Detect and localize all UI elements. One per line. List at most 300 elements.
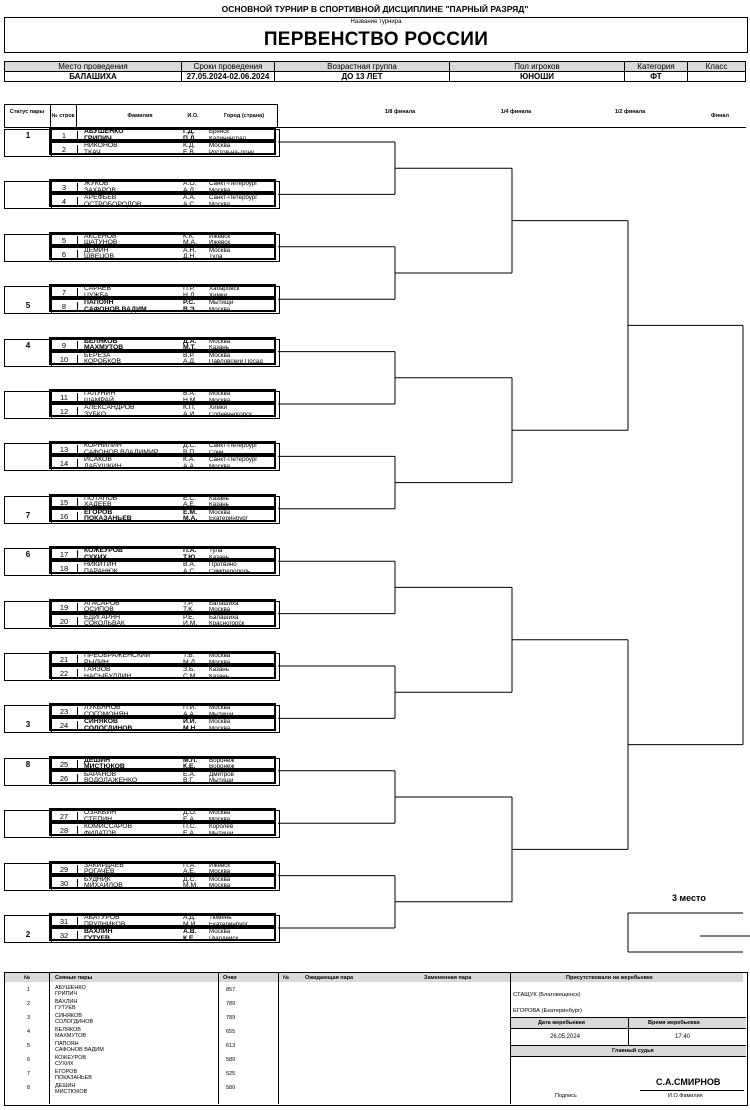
player-city: Ижевск <box>209 240 231 247</box>
age-group-header: Возрастная группа <box>275 62 450 72</box>
row-number: 10 <box>51 355 78 365</box>
player-surname: БЕЛЯКОВ <box>84 337 118 345</box>
seed-number: 1 <box>25 131 31 140</box>
player-surname: КОРОБКОВ <box>84 358 122 366</box>
present-title: Присутствовали на жеребьевке <box>566 975 653 981</box>
seed-player-2: ГРИПИЧ <box>55 990 78 997</box>
row-number: 32 <box>51 931 78 941</box>
seed-points: 857 <box>226 987 236 993</box>
player-city: Ижевск <box>209 233 231 240</box>
player-initials: В.А. <box>183 561 196 569</box>
seed-player-1: ДЕШИН <box>55 1083 76 1089</box>
row-number: 19 <box>51 603 78 613</box>
draw-date: 26.05.2024 <box>550 1034 581 1040</box>
player-initials: К.А. <box>183 456 196 464</box>
player-city: Сочи <box>209 449 224 456</box>
player-surname: СОГОМОНЯН <box>84 710 129 718</box>
seed-index: 5 <box>27 1043 31 1049</box>
player-city: Екатеринбург <box>209 921 248 928</box>
player-surname: ДЕМИН <box>84 246 109 254</box>
player-city: Москва <box>209 463 231 470</box>
player-initials: В.П. <box>183 448 197 456</box>
player-surname: ПРУДНИКОВ <box>84 920 126 928</box>
seed-index: 3 <box>27 1015 31 1021</box>
player-city: Солнечногорск <box>209 411 252 418</box>
row-number: 25 <box>51 760 78 770</box>
player-city: Москва <box>209 816 231 823</box>
player-initials: М.Н. <box>183 724 198 732</box>
player-surname: АБАТУРОВ <box>84 914 120 921</box>
player-surname: БУДНИК <box>84 875 111 883</box>
seed-player-1: КОЖЕУРОВ <box>55 1055 87 1061</box>
player-initials: Д.С. <box>183 875 197 883</box>
row-number: 24 <box>51 721 78 731</box>
replaced-pair-header: Замененная пара <box>424 975 472 981</box>
seed-player-1: ПАПОЯН <box>55 1041 79 1047</box>
player-city: Казань <box>209 673 229 680</box>
player-surname: ПОТАПОВ <box>84 494 118 502</box>
player-initials: А.Н. <box>183 246 197 254</box>
player-initials: В.Р. <box>183 351 195 359</box>
player-initials: А.Д. <box>183 186 196 194</box>
seed-player-1: СИНЯКОВ <box>55 1013 82 1019</box>
player-initials: А.Д. <box>183 358 196 366</box>
player-initials: Д.А. <box>183 337 197 345</box>
player-city: Москва <box>209 306 231 313</box>
seed-number: 7 <box>25 510 31 520</box>
player-initials: А.В. <box>183 928 197 935</box>
draw-time: 17:40 <box>675 1034 691 1040</box>
player-city: Москва <box>209 810 231 817</box>
player-initials: Е.А. <box>183 815 196 823</box>
seed-player-1: ЕГОРОВ <box>55 1069 78 1075</box>
player-surname: САФОНОВ ВАДИМ <box>84 305 147 313</box>
seed-index: 4 <box>27 1029 31 1035</box>
row-number: 5 <box>51 236 78 246</box>
player-surname: ВОДОЛАЖЕНКО <box>84 777 138 785</box>
player-initials: П.С. <box>183 823 197 831</box>
player-surname: ВАХЛИН <box>84 928 113 935</box>
player-initials: М.А. <box>183 515 198 523</box>
rule <box>510 1056 746 1057</box>
judge-label: Главный судья <box>612 1048 654 1054</box>
player-surname: РОГАЧЕВ <box>84 868 115 876</box>
player-city: Москва <box>209 391 231 397</box>
player-city: Ростов-на-Дону <box>209 149 255 156</box>
player-city: Москва <box>209 659 231 666</box>
player-initials: М.И. <box>183 920 198 928</box>
present-person-1: СТАЩУК (Благовещенск) <box>513 992 581 998</box>
row-number: 23 <box>51 707 78 717</box>
player-initials: К.П. <box>183 404 196 411</box>
waiting-num-header: № <box>283 975 290 981</box>
player-initials: М.А. <box>183 239 197 247</box>
player-initials: П.А. <box>183 547 197 555</box>
player-city: Москва <box>209 929 231 935</box>
player-initials: Е.А. <box>183 770 196 778</box>
row-number: 16 <box>51 512 78 522</box>
player-city: Москва <box>209 719 231 726</box>
seed-points: 525 <box>226 1071 236 1077</box>
row-number: 4 <box>51 197 78 207</box>
player-surname: ЖУКОВ <box>84 180 109 188</box>
player-surname: АБУШЕНКО <box>84 128 124 135</box>
player-surname: БЕРЕЗА <box>84 351 111 359</box>
player-city: Королёв <box>209 824 234 831</box>
player-city: Москва <box>209 869 231 876</box>
player-initials: Т.В. <box>183 652 195 659</box>
row-number: 14 <box>51 459 78 469</box>
player-surname: ШАТУНОВ <box>84 239 118 247</box>
player-city: Москва <box>209 653 231 659</box>
dates-value: 27.05.2024-02.06.2024 <box>182 72 275 82</box>
player-city: Воронеж <box>209 764 235 771</box>
seed-index: 8 <box>27 1085 31 1091</box>
signature-label: Подпись <box>555 1093 577 1099</box>
seed-player-2: ПОКАЗАНЬЕВ <box>55 1074 92 1081</box>
row-number: 1 <box>51 131 78 141</box>
seed-index: 2 <box>27 1001 31 1007</box>
row-number: 18 <box>51 564 78 574</box>
player-surname: ПОКАЗАНЬЕВ <box>84 515 132 523</box>
player-city: Мытищи <box>209 711 234 718</box>
player-city: Химки <box>209 292 228 299</box>
row-number: 21 <box>51 655 78 665</box>
seed-number: 5 <box>25 301 31 311</box>
player-city: Москва <box>209 247 231 254</box>
bottom-divider <box>218 973 219 1104</box>
gender-header: Пол игроков <box>450 62 625 72</box>
row-number: 17 <box>51 550 78 560</box>
player-city: Москва <box>209 352 231 359</box>
player-surname: ГАЯЗОВ <box>84 666 111 673</box>
row-number: 2 <box>51 145 78 155</box>
player-surname: ОЗАКБИН <box>84 809 117 817</box>
seed-num-header: № <box>24 975 31 981</box>
player-city: Воронеж <box>209 757 235 764</box>
player-surname: ЛАБУШКИН <box>84 462 122 470</box>
player-city: Санкт-Петербург <box>209 443 258 450</box>
seed-number: 8 <box>25 759 31 769</box>
round-of-16-header: 1/8 финала <box>384 109 416 115</box>
player-surname: ТКАЧ <box>84 148 101 156</box>
waiting-pair-header: Ожидающая пара <box>305 975 354 981</box>
class-header: Класс <box>688 62 746 72</box>
seed-player-2: ГУТУЕВ <box>55 1004 76 1011</box>
player-surname: ЕДИГАРЯН <box>84 613 120 621</box>
player-city: Санкт-Петербург <box>209 181 258 188</box>
player-surname: АЛЕКСАНДРОВ <box>84 404 135 411</box>
player-initials: М.Т. <box>183 344 196 352</box>
row-number: 20 <box>51 617 78 627</box>
player-initials: Р.С. <box>183 299 196 307</box>
row-number: 28 <box>51 826 78 836</box>
player-city: Протвино <box>209 562 237 569</box>
player-initials: А.С. <box>183 200 197 208</box>
player-initials: Д.О. <box>183 809 197 817</box>
player-surname: ЗУБКО <box>84 410 106 418</box>
player-surname: ПАРАНЮК <box>84 567 118 575</box>
player-initials: Т.Р. <box>183 599 194 607</box>
row-number: 7 <box>51 288 78 298</box>
semifinal-header: 1/2 финала <box>614 109 646 115</box>
seed-number: 6 <box>25 550 31 560</box>
bottom-divider <box>510 973 511 1104</box>
player-surname: БАРАНОВ <box>84 770 117 778</box>
player-initials: М.М. <box>183 882 199 890</box>
player-city: Балашиха <box>209 600 239 607</box>
player-surname: АГАСАРОВ <box>84 599 120 607</box>
seed-points: 655 <box>226 1029 236 1035</box>
player-initials: В.Г. <box>183 777 195 785</box>
player-surname: МИСТЮКОВ <box>84 763 125 771</box>
final-header: Финал <box>711 113 729 119</box>
bottom-panel <box>4 972 748 1106</box>
player-city: Москва <box>209 607 231 614</box>
player-surname: САРАЕВ <box>84 285 111 293</box>
player-surname: СУХИХ <box>84 553 107 561</box>
player-surname: ФИЛАТОВ <box>84 829 117 837</box>
player-city: Мытищи <box>209 300 234 307</box>
player-surname: ЗАКИРДАЕВ <box>84 861 124 869</box>
points-header: Очки <box>223 975 237 981</box>
player-initials: А.А. <box>183 710 196 718</box>
seed-player-1: АБУШЕНКО <box>55 985 86 991</box>
row-number: 30 <box>51 879 78 889</box>
seed-player-1: БЕЛЯКОВ <box>55 1027 81 1033</box>
row-number: 26 <box>51 774 78 784</box>
seed-number: 4 <box>25 340 31 350</box>
row-number-header: № строк <box>51 113 75 119</box>
row-number: 22 <box>51 669 78 679</box>
player-surname: ГУТУЕВ <box>84 934 110 942</box>
player-surname: НИКИТИН <box>84 561 117 569</box>
row-number: 8 <box>51 302 78 312</box>
player-initials: С.М. <box>183 672 198 680</box>
player-initials: А.Д. <box>183 914 196 921</box>
player-surname: НИКОНОВ <box>84 142 118 149</box>
player-surname: СОКОЛЬВАК <box>84 620 125 628</box>
player-initials: П.Д. <box>183 134 197 142</box>
dates-header: Сроки проведения <box>182 62 275 72</box>
player-surname: НАСЫБУЛЛИН <box>84 672 132 680</box>
player-initials: К.Е. <box>183 934 196 942</box>
player-surname: ДЕШИН <box>84 756 110 764</box>
player-surname: КОЖЕУРОВ <box>84 547 123 555</box>
player-surname: ПАПОЯН <box>84 299 114 307</box>
player-surname: СТЕПИН <box>84 815 113 823</box>
seed-player-2: МАХМУТОВ <box>55 1032 87 1039</box>
seed-player-2: СОЛОГДИНОВ <box>55 1018 94 1025</box>
player-city: Тула <box>209 254 223 261</box>
player-surname: КОРНИЛИН <box>84 442 122 450</box>
player-initials: Н.М. <box>183 396 198 404</box>
player-initials: Е.М. <box>183 508 197 516</box>
player-city: Гвардейск <box>209 935 239 942</box>
player-initials: А.А. <box>183 194 196 202</box>
player-surname: РЫЛИН <box>84 658 109 666</box>
player-city: Калининград <box>209 135 247 142</box>
row-number: 12 <box>51 407 78 417</box>
row-number: 31 <box>51 917 78 927</box>
tournament-name-label: Название турнира <box>350 19 402 25</box>
seed-player-2: СУХИХ <box>55 1060 74 1067</box>
seed-points: 580 <box>226 1085 236 1091</box>
player-city: Екатеринбург <box>209 516 248 523</box>
player-initials: Т.К. <box>183 606 195 614</box>
player-surname: КОМИССАРОВ <box>84 823 133 831</box>
player-initials: И.И. <box>183 718 197 726</box>
seed-points: 613 <box>226 1043 236 1049</box>
date-time-divider <box>628 1017 629 1045</box>
player-city: Москва <box>209 725 231 732</box>
age-group-value: ДО 13 ЛЕТ <box>275 72 450 82</box>
seed-player-2: САФОНОВ ВАДИМ <box>55 1046 104 1053</box>
rule <box>510 1028 746 1029</box>
player-initials: З.Б. <box>183 666 196 673</box>
player-surname: ШВЕЦОВ <box>84 253 114 261</box>
row-number: 13 <box>51 445 78 455</box>
third-place-label: 3 место <box>672 893 706 903</box>
seed-number: 3 <box>25 720 31 730</box>
player-surname: ЗАХАРОВ <box>84 186 116 194</box>
seed-points: 789 <box>226 1015 236 1021</box>
player-initials: П.И. <box>183 704 197 712</box>
row-number: 6 <box>51 250 78 260</box>
seeded-pairs-header: Сеяные пары <box>55 975 93 981</box>
player-initials: А.Е. <box>183 501 196 509</box>
player-city: Москва <box>209 201 231 208</box>
player-surname: АКСЕНОВ <box>84 232 117 240</box>
player-surname: АРЕФЬЕВ <box>84 194 117 202</box>
player-initials: Г.Д. <box>183 128 195 135</box>
player-city: Санкт-Петербург <box>209 457 258 464</box>
draw-date-label: Дата жеребьевки <box>538 1020 585 1026</box>
seed-points: 589 <box>226 1057 236 1063</box>
player-surname: ШАМРАЙ <box>84 396 114 404</box>
player-city: Симферополь <box>209 568 251 575</box>
row-number: 29 <box>51 865 78 875</box>
row-number: 3 <box>51 183 78 193</box>
player-city: Балашиха <box>209 614 239 621</box>
seed-index: 7 <box>27 1071 31 1077</box>
player-city: Москва <box>209 338 231 345</box>
player-initials: К.К. <box>183 232 195 240</box>
player-surname: СОЛОГДИНОВ <box>84 724 133 732</box>
player-city: Красногорск <box>209 621 245 628</box>
player-initials: М.Д. <box>183 658 198 666</box>
seed-index: 1 <box>27 987 31 993</box>
player-city: Санкт-Петербург <box>209 195 258 202</box>
player-city: Москва <box>209 397 231 404</box>
bottom-divider <box>49 973 50 1104</box>
player-city: Москва <box>209 187 231 194</box>
player-surname: ХАДЕЕВ <box>84 501 112 509</box>
player-initials: Д.Н. <box>183 253 197 261</box>
player-initials: Е.А. <box>183 829 196 837</box>
player-city: Тула <box>209 548 223 555</box>
name-label: И.О.Фамилия <box>668 1093 703 1099</box>
player-initials: Р.Е. <box>183 613 195 621</box>
player-city: Москва <box>209 143 231 149</box>
row-number: 11 <box>51 393 78 403</box>
player-surname: САФОНОВ ВЛАДИМИР <box>84 448 159 456</box>
player-surname: МИХАЙЛОВ <box>84 882 123 890</box>
player-city: Ижевск <box>209 862 231 869</box>
player-city: Мытищи <box>209 830 234 837</box>
player-initials: Е.С. <box>183 494 197 502</box>
player-initials: А.О. <box>183 180 197 188</box>
signature-underline <box>640 1090 744 1091</box>
initials-header: И.О. <box>187 113 199 119</box>
player-initials: К.Д. <box>183 142 196 149</box>
player-initials: В.А. <box>183 390 196 397</box>
player-initials: К.Е. <box>183 763 196 771</box>
seed-number: 2 <box>25 930 31 939</box>
surname-header: Фамилия <box>127 113 153 119</box>
player-surname: ЦУЖБА <box>84 291 109 299</box>
player-initials: П.А. <box>183 861 197 869</box>
player-surname: ОСИПОВ <box>84 606 114 614</box>
player-surname: ОСТРОБОРОДОВ <box>84 200 142 208</box>
player-initials: Д.С. <box>183 442 197 450</box>
venue-header: Место проведения <box>5 62 182 72</box>
player-city: Тюмень <box>209 915 232 921</box>
player-city: Павловский Посад <box>209 359 263 366</box>
status-header: Статус пары <box>9 109 45 115</box>
player-initials: А.Е. <box>183 868 196 876</box>
player-city: Казань <box>209 495 229 502</box>
bottom-divider <box>278 973 279 1104</box>
player-initials: Т.Ю. <box>183 553 198 561</box>
player-initials: И.М. <box>183 620 198 628</box>
player-initials: А.С. <box>183 567 197 575</box>
player-surname: ПРЕОБРАЖЕНСКИЙ <box>84 652 151 659</box>
row-number: 9 <box>51 341 78 351</box>
seed-player-1: ВАХЛИН <box>55 999 78 1005</box>
player-city: Москва <box>209 883 231 890</box>
row-number: 27 <box>51 812 78 822</box>
gender-value: ЮНОШИ <box>450 72 625 82</box>
judge-name: С.А.СМИРНОВ <box>656 1077 721 1087</box>
player-city: Москва <box>209 876 231 883</box>
player-initials: Н.Д. <box>183 291 197 299</box>
quarterfinal-header: 1/4 финала <box>500 109 532 115</box>
player-surname: ГРИПИЧ <box>84 134 112 142</box>
player-initials: А.И. <box>183 410 197 418</box>
draw-time-label: Время жеребьевки <box>648 1020 700 1026</box>
player-city: Дмитров <box>209 771 234 778</box>
player-surname: ГАЛУНИН <box>84 390 116 397</box>
player-city: Москва <box>209 509 231 516</box>
player-city: Хабаровск <box>209 286 240 293</box>
venue-value: БАЛАШИХА <box>5 72 182 82</box>
document-title: ОСНОВНОЙ ТУРНИР В СПОРТИВНОЙ ДИСЦИПЛИНЕ "ПАРНЫЙ РАЗРЯД" <box>221 4 529 14</box>
city-header: Город (страна) <box>223 113 265 119</box>
player-surname: ИСАКОВ <box>84 456 112 464</box>
seed-player-2: МИСТЮКОВ <box>55 1088 88 1095</box>
player-surname: ЕГОРОВ <box>84 508 113 516</box>
player-city: Москва <box>209 705 231 712</box>
player-surname: ЛУКЬЯНОВ <box>84 704 121 712</box>
player-initials: М.Л. <box>183 756 198 764</box>
present-person-2: ЕГОРОВА (Екатеринбург) <box>513 1008 582 1014</box>
player-city: Казань <box>209 502 229 509</box>
category-header: Категория <box>625 62 688 72</box>
player-city: Казань <box>209 345 229 352</box>
player-city: Казань <box>209 554 229 561</box>
player-surname: МАХМУТОВ <box>84 344 124 352</box>
